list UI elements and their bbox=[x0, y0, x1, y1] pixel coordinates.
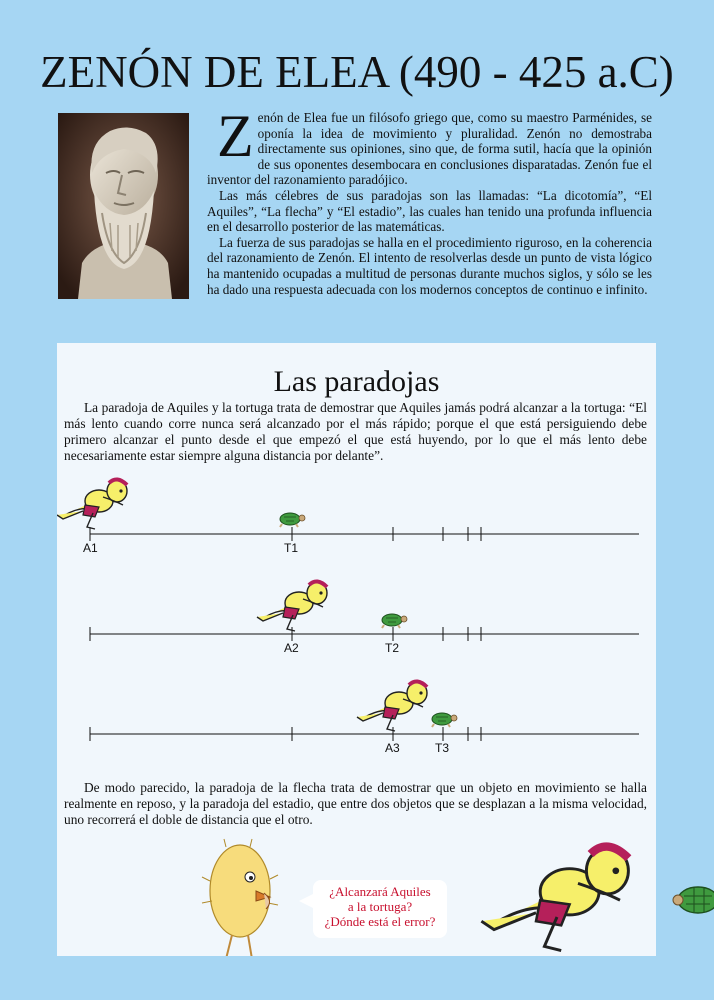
achilles-1 bbox=[57, 479, 127, 529]
label-a1: A1 bbox=[83, 541, 98, 555]
label-a2: A2 bbox=[284, 641, 299, 655]
turtle-page-edge bbox=[672, 880, 714, 920]
number-line-1 bbox=[57, 479, 639, 555]
chick-character bbox=[202, 839, 278, 956]
achilles-2 bbox=[257, 581, 327, 631]
turtle-1 bbox=[280, 513, 305, 527]
bubble-line-3: ¿Dónde está el error? bbox=[324, 914, 436, 929]
paradoxes-panel bbox=[57, 343, 656, 956]
speech-bubble bbox=[313, 880, 447, 938]
achilles-large bbox=[481, 847, 628, 951]
intro-paragraph-2: Las más célebres de sus paradojas son las llamadas: “La dicotomía”, “El Aquiles”, “La flecha” y “El estadio”, las cuales han tenido una profunda influencia en el desarrollo posterior de las matemáticas. bbox=[207, 187, 652, 235]
label-t3: T3 bbox=[435, 741, 450, 755]
achilles-turtle-diagram bbox=[57, 343, 656, 956]
drop-cap: Z bbox=[217, 103, 254, 169]
page-title: ZENÓN DE ELEA (490 - 425 a.C) bbox=[40, 47, 674, 97]
bubble-tail bbox=[299, 894, 313, 908]
intro-paragraph-1: Zenón de Elea fue un filósofo griego que, como su maestro Parménides, se oponía la idea de movimiento y pluralidad. Zenón no demostraba directamente sus opiniones, sino que, de forma sutil, hacía que la opinión de sus oponentes desembocara en conclusiones disparatadas. Zenón fue el inventor del razonamiento paradójico. bbox=[207, 103, 652, 188]
label-t1: T1 bbox=[284, 541, 299, 555]
turtle-3 bbox=[432, 713, 457, 727]
intro-text bbox=[68, 103, 652, 298]
bubble-line-1: ¿Alcanzará Aquiles bbox=[329, 884, 431, 899]
achilles-paragraph: La paradoja de Aquiles y la tortuga trata de demostrar que Aquiles jamás podrá alcanzar a la tortuga: “El más lento cuando corre nunca será alcanzado por el más rápido; porque el que está persiguiendo debe primero alcanzar el punto desde el que empezó el que está huyendo, por lo que el más lento debe necesariamente estar siempre alguna distancia por delante”. bbox=[64, 400, 647, 463]
label-t2: T2 bbox=[385, 641, 400, 655]
number-line-3 bbox=[90, 681, 639, 755]
label-a3: A3 bbox=[385, 741, 400, 755]
achilles-3 bbox=[357, 681, 427, 731]
arrow-stadium-paragraph: De modo parecido, la paradoja de la flecha trata de demostrar que un objeto en movimiento se halla realmente en reposo, y la paradoja del estadio, que entre dos objetos que se desplazan a la misma velocidad, uno recorrerá el doble de distancia que el otro. bbox=[64, 780, 647, 827]
panel-title: Las paradojas bbox=[273, 365, 440, 398]
number-line-2 bbox=[90, 581, 639, 655]
turtle-2 bbox=[382, 614, 407, 628]
bubble-line-2: a la tortuga? bbox=[347, 899, 413, 914]
intro-paragraph-3: La fuerza de sus paradojas se halla en el procedimiento riguroso, en la coherencia del razonamiento de Zenón. El intento de resolverlas desde un punto de vista lógico ha mantenido ocupadas a multitud de personas durante muchos siglos, y sólo se les ha dado una respuesta adecuada con los modernos conceptos de continuo e infinito. bbox=[207, 234, 652, 297]
